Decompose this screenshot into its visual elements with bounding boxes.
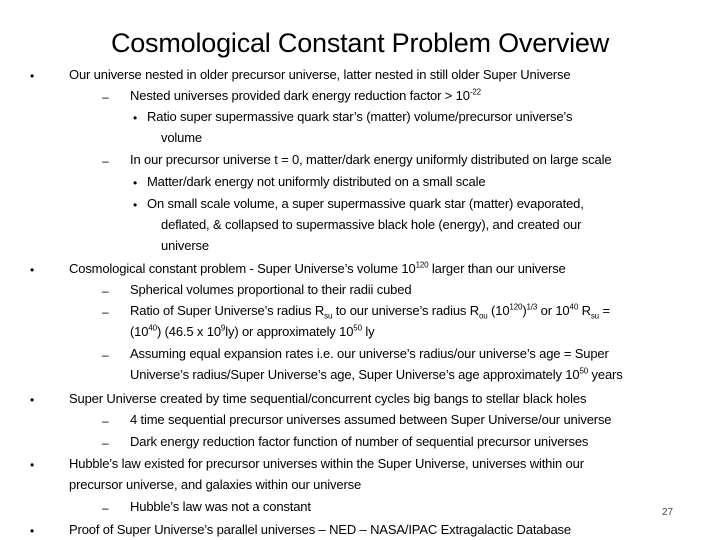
dash-marker: – bbox=[102, 154, 109, 168]
text-line: Assuming equal expansion rates i.e. our universe’s radius/our universe’s age = Super bbox=[130, 346, 609, 361]
text-line: volume bbox=[161, 130, 203, 145]
text-line bbox=[130, 324, 374, 340]
dash-marker: – bbox=[102, 284, 109, 298]
bullet-marker: • bbox=[30, 458, 35, 472]
text-segment: Ratio of Super Universe’s radius R bbox=[130, 303, 325, 318]
dash-marker: – bbox=[102, 414, 109, 428]
superscript: 120 bbox=[509, 302, 523, 312]
superscript: 50 bbox=[579, 366, 589, 376]
superscript: 50 bbox=[353, 323, 362, 333]
text-line: 4 time sequential precursor universes assumed between Super Universe/our universe bbox=[130, 412, 612, 427]
bullet-marker: • bbox=[30, 524, 35, 538]
superscript: -22 bbox=[469, 87, 481, 97]
text-segment: ) bbox=[522, 303, 527, 318]
superscript: 9 bbox=[220, 323, 226, 333]
bullet-marker: • bbox=[30, 263, 35, 277]
text-segment: larger than our universe bbox=[428, 261, 566, 276]
dash-marker: – bbox=[102, 90, 109, 104]
text-line: deflated, & collapsed to supermassive black hole (energy), and created our bbox=[161, 217, 582, 232]
text-line: Ratio super supermassive quark star’s (matter) volume/precursor universe’s bbox=[147, 109, 573, 124]
text-segment: ly bbox=[361, 324, 375, 339]
bullet-marker: • bbox=[133, 176, 138, 190]
text-line: Our universe nested in older precursor universe, latter nested in still older Super Universe bbox=[69, 67, 571, 82]
text-line: Proof of Super Universe’s parallel universes – NED – NASA/IPAC Extragalactic Database bbox=[69, 522, 571, 537]
text-line: universe bbox=[161, 238, 209, 253]
text-line: Hubble’s law existed for precursor universes within the Super Universe, universes within our bbox=[69, 456, 584, 471]
text-line: In our precursor universe t = 0, matter/dark energy uniformly distributed on large scale bbox=[130, 152, 612, 167]
subscript: ou bbox=[478, 311, 488, 321]
dash-marker: – bbox=[102, 305, 109, 319]
superscript: 1/3 bbox=[526, 302, 538, 312]
text-segment: (10 bbox=[487, 303, 510, 318]
text-segment: to our universe’s radius R bbox=[332, 303, 479, 318]
text-line bbox=[130, 367, 623, 383]
text-segment: R bbox=[578, 303, 591, 318]
slide-title: Cosmological Constant Problem Overview bbox=[110, 28, 610, 58]
bullet-marker: • bbox=[133, 198, 138, 212]
text-line: Super Universe created by time sequential/concurrent cycles big bangs to stellar black holes bbox=[69, 391, 587, 406]
text-line: Spherical volumes proportional to their radii cubed bbox=[130, 282, 412, 297]
text-segment: = bbox=[598, 303, 610, 318]
text-line: On small scale volume, a super supermassive quark star (matter) evaporated, bbox=[147, 196, 584, 211]
text-segment: ly) or approximately 10 bbox=[225, 324, 354, 339]
subscript: su bbox=[324, 311, 333, 321]
text-line: Hubble’s law was not a constant bbox=[130, 499, 311, 514]
bullet-marker: • bbox=[30, 393, 35, 407]
text-segment: years bbox=[588, 367, 623, 382]
superscript: 120 bbox=[415, 260, 429, 270]
text-segment: ) (46.5 x 10 bbox=[156, 324, 221, 339]
bullet-marker: • bbox=[30, 69, 35, 83]
text-line: Dark energy reduction factor function of number of sequential precursor universes bbox=[130, 434, 589, 449]
text-line bbox=[69, 261, 566, 277]
text-segment: Cosmological constant problem - Super Universe’s volume 10 bbox=[69, 261, 416, 276]
superscript: 40 bbox=[569, 302, 579, 312]
dash-marker: – bbox=[102, 501, 109, 515]
page-number: 27 bbox=[662, 507, 674, 518]
subscript: su bbox=[590, 311, 599, 321]
dash-marker: – bbox=[102, 436, 109, 450]
text-line bbox=[130, 303, 610, 319]
dash-marker: – bbox=[102, 348, 109, 362]
superscript: 40 bbox=[148, 323, 157, 333]
text-segment: or 10 bbox=[537, 303, 570, 318]
text-line: precursor universe, and galaxies within our universe bbox=[69, 477, 362, 492]
text-line bbox=[130, 88, 481, 104]
text-segment: Universe’s radius/Super Universe’s age, Super Universe’s age approximately 10 bbox=[130, 367, 580, 382]
text-line: Matter/dark energy not uniformly distributed on a small scale bbox=[147, 174, 486, 189]
bullet-marker: • bbox=[133, 111, 138, 125]
text-segment: Nested universes provided dark energy reduction factor > 10 bbox=[130, 88, 470, 103]
text-segment: (10 bbox=[130, 324, 149, 339]
